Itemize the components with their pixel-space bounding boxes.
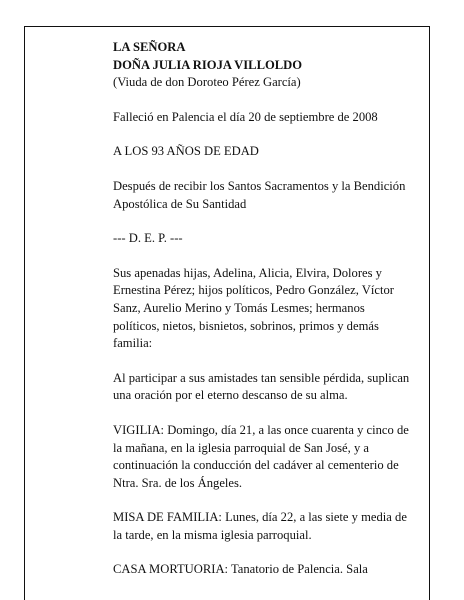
vigil-paragraph: VIGILIA: Domingo, día 21, a las once cuarenta y cinco de la mañana, en la iglesia parroquial de San José, y a continuación la conducción del cadáver al cementerio de Ntra. Sra. de los Ángeles. bbox=[113, 422, 409, 490]
sacraments-paragraph: Después de recibir los Santos Sacramentos y la Bendición Apostólica de Su Santidad bbox=[113, 178, 406, 211]
obituary-notice bbox=[113, 39, 413, 596]
death-paragraph: Falleció en Palencia el día 20 de septiembre de 2008 bbox=[113, 109, 378, 124]
funeral-home-paragraph: CASA MORTUORIA: Tanatorio de Palencia. Sala bbox=[113, 562, 368, 577]
widow-of-line: (Viuda de don Doroteo Pérez García) bbox=[113, 75, 301, 90]
mass-paragraph: MISA DE FAMILIA: Lunes, día 22, a las siete y media de la tarde, en la misma iglesia parroquial. bbox=[113, 510, 407, 542]
family-paragraph: Sus apenadas hijas, Adelina, Alicia, Elvira, Dolores y Ernestina Pérez; hijos políticos, Pedro González, Víctor Sanz, Aurelio Merino y Tomás Lesmes; hermanos políticos, nietos, bisnietos, sobrinos, primos y demás familia: bbox=[113, 265, 394, 351]
deceased-name: DOÑA JULIA RIOJA VILLOLDO bbox=[113, 57, 303, 72]
age-paragraph: A LOS 93 AÑOS DE EDAD bbox=[113, 144, 259, 159]
header-block bbox=[113, 39, 413, 92]
request-paragraph: Al participar a sus amistades tan sensible pérdida, suplican una oración por el eterno descanso de su alma. bbox=[113, 370, 410, 403]
title-line: LA SEÑORA bbox=[113, 40, 186, 54]
rip-paragraph: --- D. E. P. --- bbox=[113, 231, 183, 246]
